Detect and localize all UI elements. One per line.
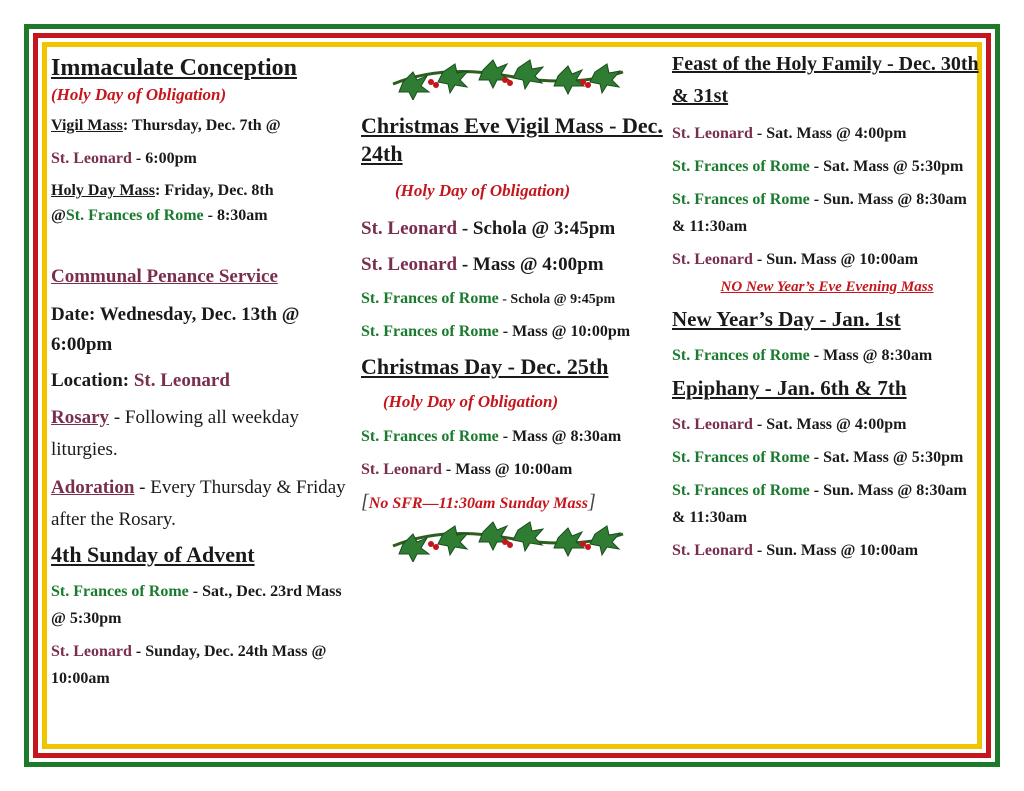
eve-line-2: St. Leonard - Mass @ 4:00pm bbox=[361, 254, 604, 275]
vigil-line: Vigil Mass: Thursday, Dec. 7th @ bbox=[51, 117, 281, 134]
christmas-eve-note: (Holy Day of Obligation) bbox=[395, 181, 571, 200]
christmas-day-note: (Holy Day of Obligation) bbox=[383, 392, 559, 411]
penance-title: Communal Penance Service bbox=[51, 266, 278, 287]
day-line-1: St. Frances of Rome - Mass @ 8:30am bbox=[361, 428, 622, 445]
hf-line-4: St. Leonard - Sun. Mass @ 10:00am bbox=[672, 251, 919, 268]
column-left bbox=[51, 48, 351, 698]
hf-line-2: St. Frances of Rome - Sat. Mass @ 5:30pm bbox=[672, 158, 964, 175]
ep-line-4: St. Leonard - Sun. Mass @ 10:00am bbox=[672, 542, 919, 559]
immaculate-title: Immaculate Conception bbox=[51, 55, 297, 81]
column-right bbox=[672, 48, 982, 570]
adoration-line: Adoration - Every Thursday & Friday after the Rosary. bbox=[51, 477, 346, 530]
holly-garland-icon bbox=[383, 54, 633, 100]
vigil-location: St. Leonard - 6:00pm bbox=[51, 150, 197, 167]
ep-line-2: St. Frances of Rome - Sat. Mass @ 5:30pm bbox=[672, 449, 964, 466]
holly-garland-icon bbox=[383, 516, 633, 562]
column-middle bbox=[361, 54, 666, 562]
holy-family-title: Feast of the Holy Family - Dec. 30th & 31st bbox=[672, 53, 979, 107]
christmas-eve-title: Christmas Eve Vigil Mass - Dec. 24th bbox=[361, 113, 663, 166]
penance-location: Location: St. Leonard bbox=[51, 370, 230, 391]
advent-title: 4th Sunday of Advent bbox=[51, 542, 255, 567]
eve-line-3: St. Frances of Rome - Schola @ 9:45pm bbox=[361, 290, 616, 307]
advent-sl-line: St. Leonard - Sunday, Dec. 24th Mass @ 10:00am bbox=[51, 643, 327, 687]
new-years-day-title: New Year’s Day - Jan. 1st bbox=[672, 307, 901, 331]
advent-sf-line: St. Frances of Rome - Sat., Dec. 23rd Mass @ 5:30pm bbox=[51, 583, 342, 627]
day-line-2: St. Leonard - Mass @ 10:00am bbox=[361, 461, 573, 478]
new-years-eve-notice: NO New Year’s Eve Evening Mass bbox=[720, 279, 934, 295]
rosary-line: Rosary - Following all weekday liturgies. bbox=[51, 407, 300, 460]
ny-line-1: St. Frances of Rome - Mass @ 8:30am bbox=[672, 347, 933, 364]
penance-date: Date: Wednesday, Dec. 13th @ 6:00pm bbox=[51, 304, 300, 355]
no-sfr-notice: [No SFR—11:30am Sunday Mass] bbox=[361, 491, 596, 513]
hf-line-1: St. Leonard - Sat. Mass @ 4:00pm bbox=[672, 125, 907, 142]
hf-line-3: St. Frances of Rome - Sun. Mass @ 8:30am & 11:30am bbox=[672, 191, 967, 235]
eve-line-4: St. Frances of Rome - Mass @ 10:00pm bbox=[361, 323, 631, 340]
epiphany-title: Epiphany - Jan. 6th & 7th bbox=[672, 376, 907, 400]
ep-line-3: St. Frances of Rome - Sun. Mass @ 8:30am & 11:30am bbox=[672, 482, 967, 526]
holy-day-note: (Holy Day of Obligation) bbox=[51, 85, 227, 104]
ep-line-1: St. Leonard - Sat. Mass @ 4:00pm bbox=[672, 416, 907, 433]
holy-day-line: Holy Day Mass: Friday, Dec. 8th @St. Frances of Rome - 8:30am bbox=[51, 182, 274, 224]
eve-line-1: St. Leonard - Schola @ 3:45pm bbox=[361, 218, 616, 239]
christmas-day-title: Christmas Day - Dec. 25th bbox=[361, 354, 609, 379]
